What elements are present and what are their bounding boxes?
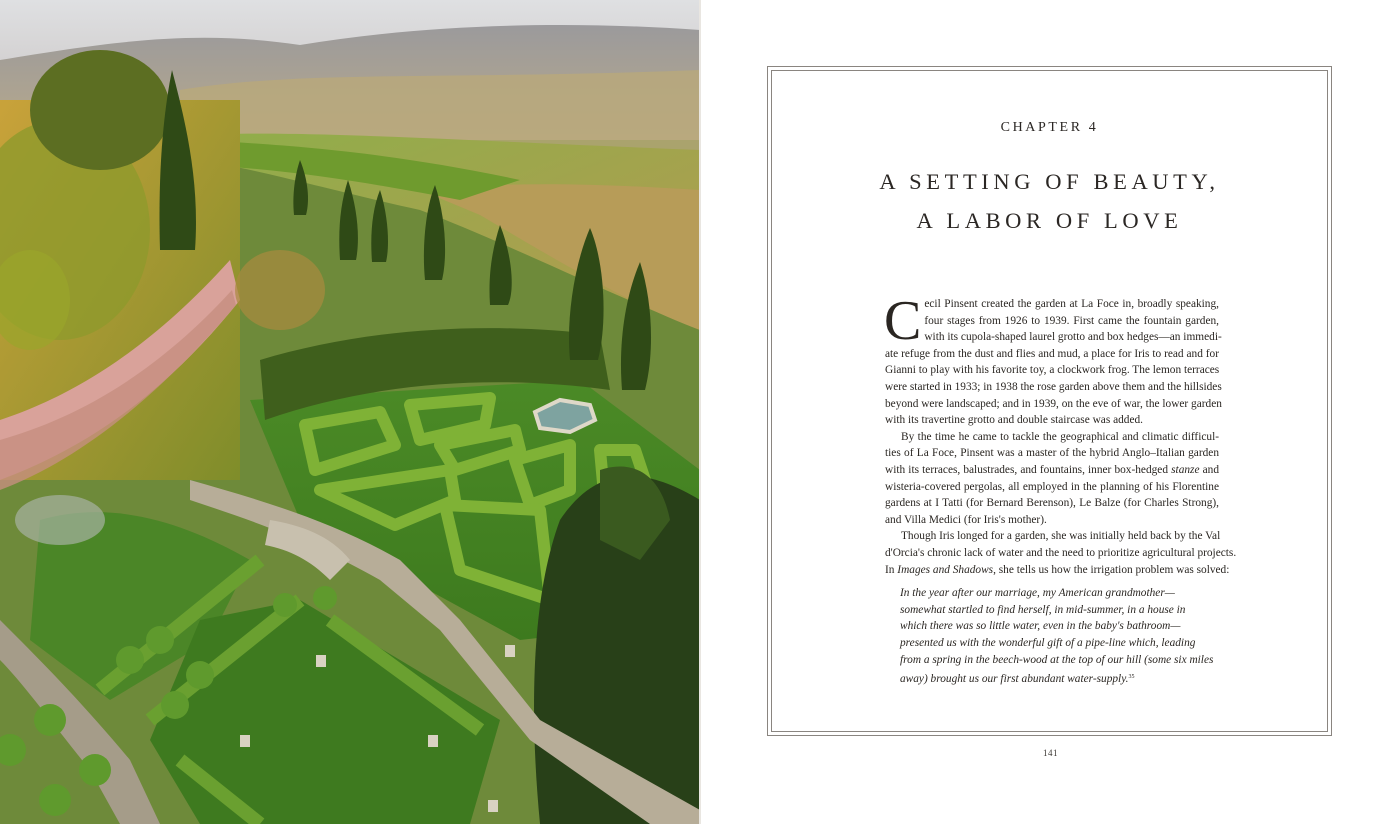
paragraph-2 — [885, 429, 1219, 529]
body-line: Though Iris longed for a garden, she was initially held back by the Val — [901, 530, 1221, 543]
chapter-title — [768, 162, 1331, 240]
quote-line: which there was so little water, even in the baby's bathroom— — [900, 620, 1181, 633]
quote-line: In the year after our marriage, my American grandmother— — [900, 587, 1175, 599]
body-text — [884, 290, 1237, 578]
italic-term: stanze — [1171, 463, 1200, 476]
chapter-label: CHAPTER 4 — [1000, 120, 1099, 135]
body-line: with its terraces, balustrades, and fountains, inner box-hedged stanze and — [885, 463, 1220, 476]
chapter-title-line-2: A LABOR OF LOVE — [916, 208, 1183, 233]
body-line: d'Orcia's chronic lack of water and the need to prioritize agricultural projects. — [885, 546, 1237, 559]
body-line: and Villa Medici (for Iris's mother). — [885, 513, 1047, 526]
quote-line: somewhat startled to find herself, in mid-summer, in a house in — [900, 603, 1186, 616]
quote-line: from a spring in the beech-wood at the top of our hill (some six miles — [900, 653, 1214, 666]
body-line: gardens at I Tatti (for Bernard Berenson), Le Balze (for Charles Strong), — [885, 497, 1219, 510]
page-number: 141 — [1043, 748, 1058, 758]
text-page — [701, 0, 1400, 824]
quote-line-last — [900, 669, 1220, 688]
body-line: four stages from 1926 to 1939. First came the fountain garden, — [924, 314, 1219, 327]
body-line: ecil Pinsent created the garden at La Foce in, broadly speaking, — [924, 298, 1219, 310]
body-line: with its travertine grotto and double staircase was added. — [885, 414, 1143, 427]
italic-term: Images and Shadows — [897, 563, 994, 576]
body-line: In Images and Shadows, she tells us how the irrigation problem was solved: — [885, 563, 1230, 576]
body-line: wisteria-covered pergolas, all employed in the planning of his Florentine — [885, 480, 1219, 493]
quote-line-text: away) brought us our first abundant water-supply. — [900, 672, 1129, 685]
body-line: beyond were landscaped; and in 1939, on the eve of war, the lower garden — [885, 397, 1222, 410]
body-line: were started in 1933; in 1938 the rose garden above them and the hillsides — [885, 380, 1222, 393]
body-line: Gianni to play with his favorite toy, a clockwork frog. The lemon terraces — [885, 364, 1220, 377]
body-line: with its cupola-shaped laurel grotto and box hedges—an immedi- — [924, 331, 1222, 344]
paragraph-3 — [885, 528, 1237, 578]
page-frame — [767, 66, 1332, 736]
paragraph-1 — [884, 290, 1222, 429]
chapter-title-line-1: A SETTING OF BEAUTY, — [879, 169, 1220, 194]
footnote-marker: 35 — [1128, 673, 1135, 680]
body-line: ties of La Foce, Pinsent was a master of the hybrid Anglo–Italian garden — [885, 447, 1219, 460]
body-line: ate refuge from the dust and flies and mud, a place for Iris to read and for — [885, 347, 1219, 360]
quote-line: presented us with the wonderful gift of a pipe-line which, leading — [900, 637, 1196, 650]
drop-cap: C — [884, 290, 922, 352]
body-line: By the time he came to tackle the geographical and climatic difficul- — [901, 430, 1219, 443]
block-quote — [900, 585, 1220, 687]
